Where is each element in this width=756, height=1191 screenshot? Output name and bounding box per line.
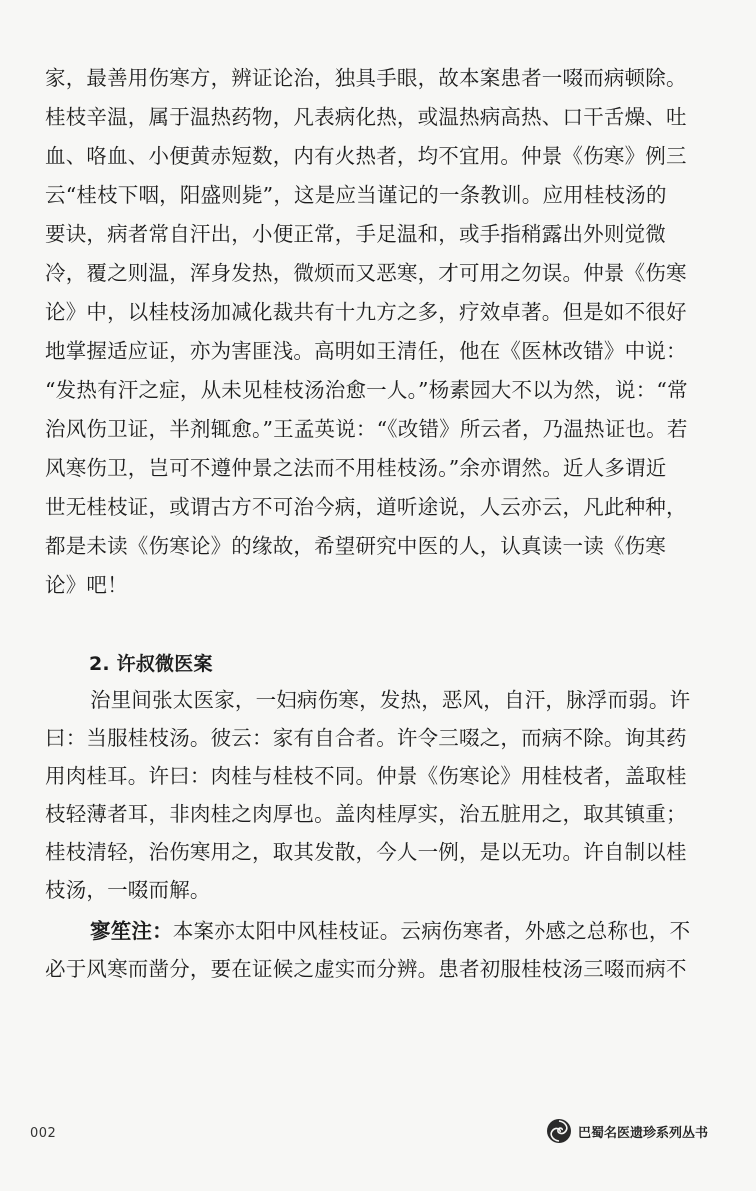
note-first-line [90,917,690,945]
text-line: 风寒伤卫，岂可不遵仲景之法而不用桂枝汤。”余亦谓然。近人多谓近 [45,456,667,480]
text-line: 要诀，病者常自汗出，小便正常，手足温和，或手指稍露出外则觉微 [45,222,666,246]
text-line: 治风伤卫证，半剂辄愈。”王孟英说：“《改错》所云者，乃温热证也。若 [45,417,688,441]
text-line: 桂枝清轻，治伤寒用之，取其发散，今人一例，是以无功。许自制以桂 [45,840,687,864]
text-line: 桂枝辛温，属于温热药物，凡表病化热，或温热病高热、口干舌燥、吐 [45,105,687,129]
page-number: 002 [30,1126,57,1141]
note-text: 本案亦太阳中风桂枝证。云病伤寒者，外感之总称也，不 [172,919,691,943]
text-line: 枝轻薄者耳，非肉桂之肉厚也。盖肉桂厚实，治五脏用之，取其镇重； [45,802,687,826]
text-line: 冷，覆之则温，浑身发热，微烦而又恶寒，才可用之勿误。仲景《伤寒 [45,261,687,285]
text-line: 地掌握适应证，亦为害匪浅。高明如王清任，他在《医林改错》中说： [45,339,687,363]
note-label: 寥笙注： [90,919,173,943]
text-line: 必于风寒而凿分，要在证候之虚实而分辨。患者初服桂枝汤三啜而病不 [45,957,687,981]
text-line: 论》吧！ [45,573,128,597]
swirl-logo-icon [546,1118,572,1144]
text-line: 家，最善用伤寒方，辨证论治，独具手眼，故本案患者一啜而病顿除。 [45,66,687,90]
text-line: 血、咯血、小便黄赤短数，内有火热者，均不宜用。仲景《伤寒》例三 [45,144,687,168]
series-title: 巴蜀名医遗珍系列丛书 [577,1125,708,1141]
text-line: 都是未读《伤寒论》的缘故，希望研究中医的人，认真读一读《伤寒 [45,534,666,558]
text-line: 枝汤，一啜而解。 [45,878,211,902]
text-line: 云“桂枝下咽，阳盛则毙”，这是应当谨记的一条教训。应用桂枝汤的 [45,183,667,207]
text-line: 曰：当服桂枝汤。彼云：家有自合者。许令三啜之，而病不除。询其药 [45,726,687,750]
text-line: 用肉桂耳。许曰：肉桂与桂枝不同。仲景《伤寒论》用桂枝者，盖取桂 [45,764,687,788]
text-line: 论》中，以桂枝汤加减化裁共有十九方之多，疗效卓著。但是如不很好 [45,300,687,324]
text-line: 世无桂枝证，或谓古方不可治今病，道听途说，人云亦云，凡此种种， [45,495,687,519]
text-line: 治里间张太医家，一妇病伤寒，发热，恶风，自汗，脉浮而弱。许 [90,688,691,712]
section-heading: 2. 许叔微医案 [89,653,213,675]
text-line: “发热有汗之症，从未见桂枝汤治愈一人。”杨素园大不以为然，说：“常 [45,378,688,402]
series-footer [546,1118,708,1144]
